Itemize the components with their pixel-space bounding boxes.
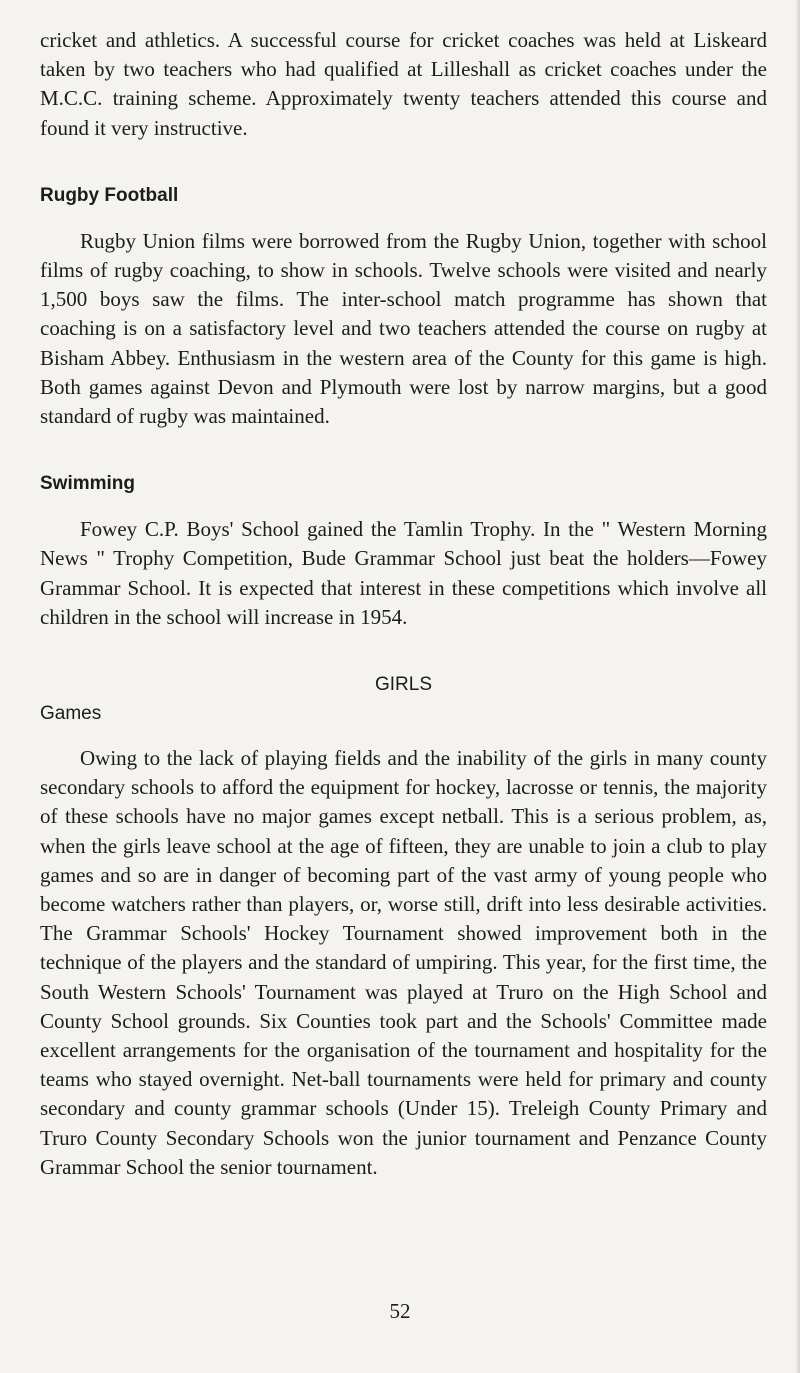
swimming-heading: Swimming [40, 473, 136, 495]
intro-paragraph: cricket and athletics. A successful course for cricket coaches was held at Liskeard taken by two teachers who had qualified at Lilleshall as cricket coaches under the M.C.C. training scheme. Approximately twenty teachers attended this course and found it very instructive. [40, 28, 767, 140]
page-edge-shadow [795, 0, 800, 1373]
document-page [40, 26, 767, 1182]
spacer [40, 632, 767, 670]
girls-heading: GIRLS [374, 674, 433, 696]
swimming-paragraph: Fowey C.P. Boys' School gained the Tamlin Trophy. In the " Western Morning News " Trophy Competition, Bude Grammar School just beat the holders—Fowey Grammar School. It is expected that interest in these competitions which involve all children in the school will increase in 1954. [40, 517, 767, 629]
games-paragraph: Owing to the lack of playing fields and the inability of the girls in many county secondary schools to afford the equipment for hockey, lacrosse or tennis, the majority of these schools have no major games except netball. This is a serious problem, as, when the girls leave school at the age of fifteen, they are unable to join a club to play games and so are in danger of becoming part of the vast army of young people who become watchers rather than players, or, worse still, drift into less desirable activities. The Grammar Schools' Hockey Tournament showed improvement both in the technique of the players and the standard of umpiring. This year, for the first time, the South Western Schools' Tournament was played at Truro on the High School and County School grounds. Six Counties took part and the Schools' Committee made excellent arrangements for the organisation of the tournament and hospitality for the teams who stayed overnight. Net-ball tournaments were held for primary and county secondary and county grammar schools (Under 15). Treleigh County Primary and Truro County Secondary Schools won the junior tournament and Penzance County Grammar School the senior tournament. [40, 746, 767, 1179]
games-heading: Games [40, 703, 102, 725]
spacer [40, 728, 767, 744]
spacer [40, 431, 767, 469]
spacer [40, 210, 767, 227]
rugby-heading: Rugby Football [40, 184, 179, 206]
spacer [40, 143, 767, 181]
rugby-paragraph: Rugby Union films were borrowed from the Rugby Union, together with school films of rugby coaching, to show in schools. Twelve schools were visited and nearly 1,500 boys saw the films. The inter-school match programme has shown that coaching is on a satisfactory level and two teachers attended the course on rugby at Bisham Abbey. Enthusiasm in the western area of the County for this game is high. Both games against Devon and Plymouth were lost by narrow margins, but a good standard of rugby was maintained. [40, 228, 767, 429]
page-number: 52 [389, 1299, 411, 1323]
spacer [40, 498, 767, 515]
